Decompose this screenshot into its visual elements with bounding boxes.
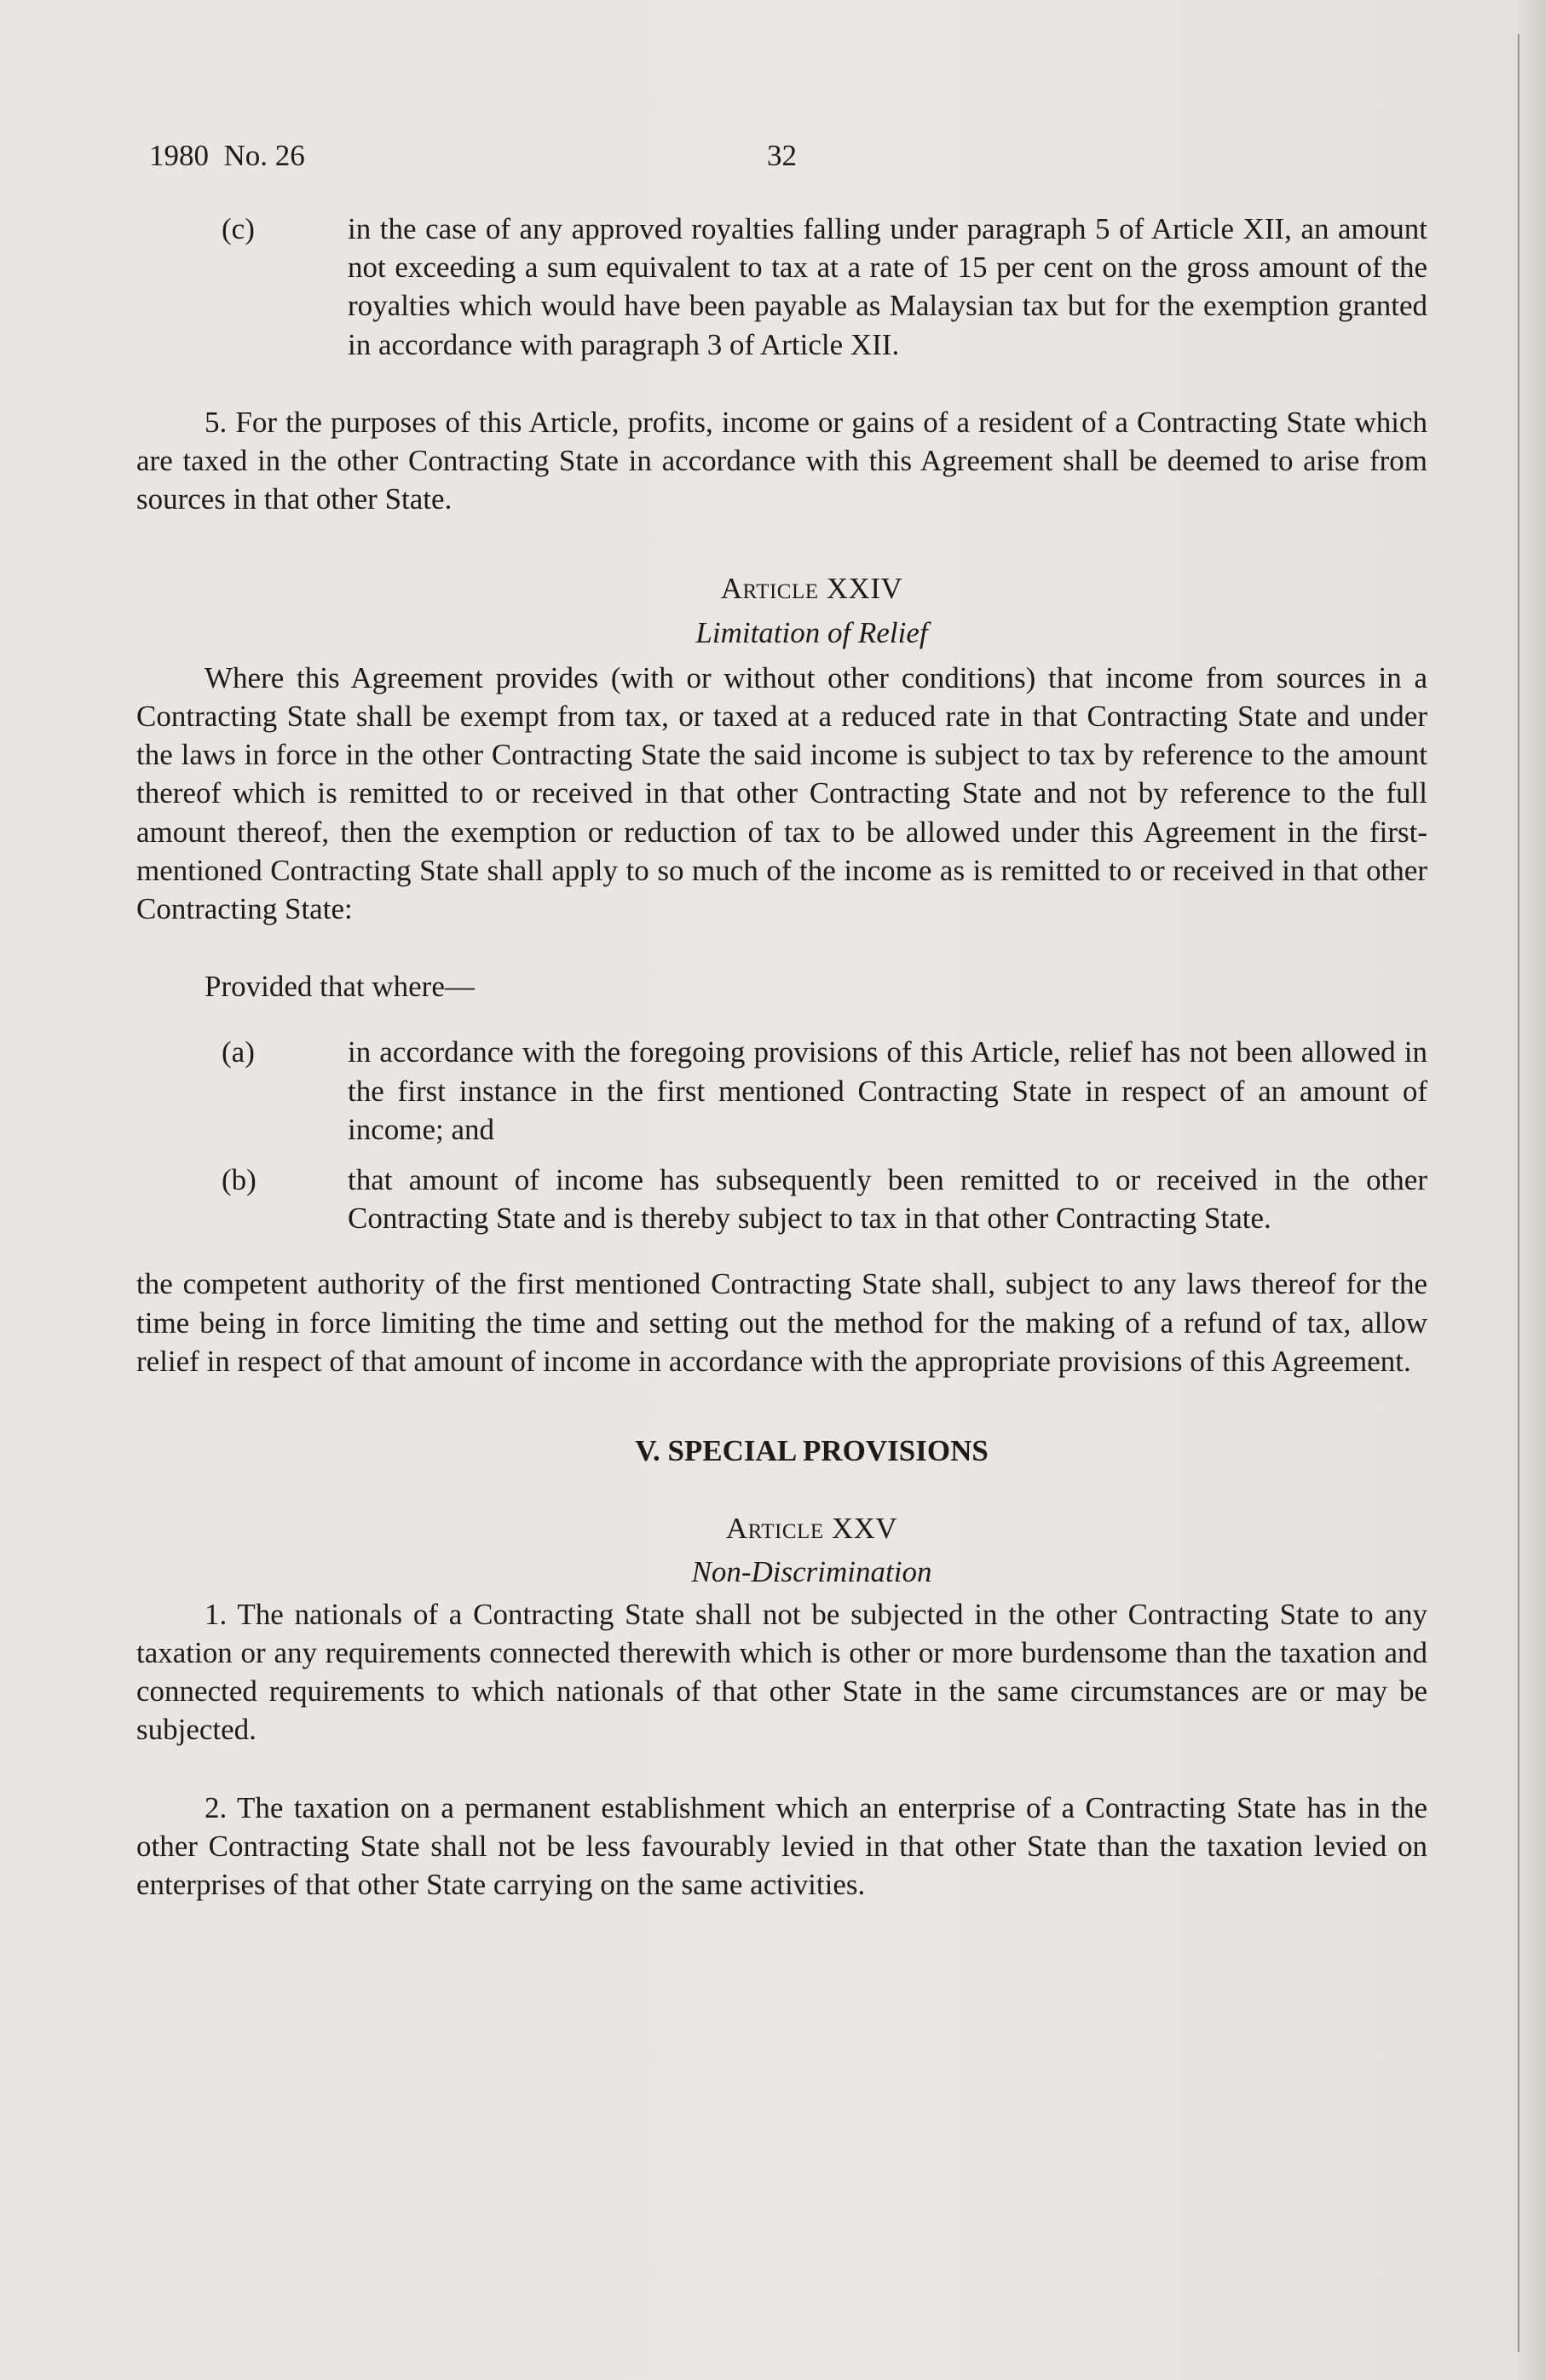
item-a-label: (a) — [222, 1035, 255, 1069]
article-24-heading: Article XXIV — [720, 572, 903, 606]
item-a-text: in accordance with the foregoing provisions of this Article, relief has not been allowed in the first instance in the first mentioned Contracting State in respect of an amount of income; and — [348, 1035, 1427, 1146]
article-25-heading: Article XXV — [725, 1512, 898, 1546]
paragraph-5: 5. For the purposes of this Article, profits, income or gains of a resident of a Contracting State which are taxed in the other Contracting State in accordance with this Agreement shall be deemed to arise from sources in that other State. — [136, 405, 1427, 516]
article-24-conclusion: the competent authority of the first mentioned Contracting State shall, subject to any laws thereof for the time being in force limiting the time and setting out the method for the making of a refund of tax, allow relief in respect of that amount of income in accordance with the appropriate provisions of this Agreement. — [136, 1267, 1427, 1378]
paragraph-c — [136, 210, 1427, 364]
article-24-body: Where this Agreement provides (with or without other conditions) that income from sources in a Contracting State shall be exempt from tax, or taxed at a reduced rate in that Contracting State and under the laws in force in the other Contracting State the said income is subject to tax by reference to the amount thereof which is remitted to or received in that other Contracting State and not by reference to the full amount thereof, then the exemption or reduction of tax to be allowed under this Agreement in the first-mentioned Contracting State shall apply to so much of the income as is remitted to or received in that other Contracting State: — [136, 660, 1427, 926]
article-24-title: Limitation of Relief — [695, 615, 928, 649]
document-body — [136, 136, 1427, 1904]
item-b — [136, 1161, 1427, 1237]
article-25-title: Non-Discrimination — [691, 1555, 932, 1589]
article-25-paragraph-2: 2. The taxation on a permanent establishment which an enterprise of a Contracting State has in the other Contracting State shall not be less favourably levied in that other State than the taxation levied on enterprises of that other State carrying on the same activities. — [136, 1790, 1427, 1901]
paragraph-c-label: (c) — [222, 212, 255, 245]
page-number: 32 — [767, 139, 797, 172]
running-header — [136, 136, 1427, 191]
item-b-text: that amount of income has subsequently been remitted to or received in the other Contracting State and is thereby subject to tax in that other Contracting State. — [348, 1163, 1427, 1236]
proviso-intro: Provided that where— — [205, 970, 475, 1004]
item-b-label: (b) — [222, 1163, 257, 1197]
article-25-paragraph-1: 1. The nationals of a Contracting State shall not be subjected in the other Contracting State to any taxation or any requirements connected therewith which is other or more burdensome than the taxation and connected requirements to which nationals of that other State in the same circumstances are or may be subjected. — [136, 1597, 1427, 1747]
paragraph-c-text: in the case of any approved royalties falling under paragraph 5 of Article XII, an amount not exceeding a sum equivalent to tax at a rate of 15 per cent on the gross amount of the royalties which would have been payable as Malaysian tax but for the exemption granted in accordance with paragraph 3 of Article XII. — [348, 212, 1427, 361]
page-edge-line — [1518, 34, 1519, 2352]
page-edge-shadow — [1516, 0, 1545, 2380]
item-a — [136, 1033, 1427, 1149]
statute-reference: 1980 No. 26 — [149, 139, 305, 172]
part-5-heading: V. SPECIAL PROVISIONS — [635, 1434, 989, 1468]
